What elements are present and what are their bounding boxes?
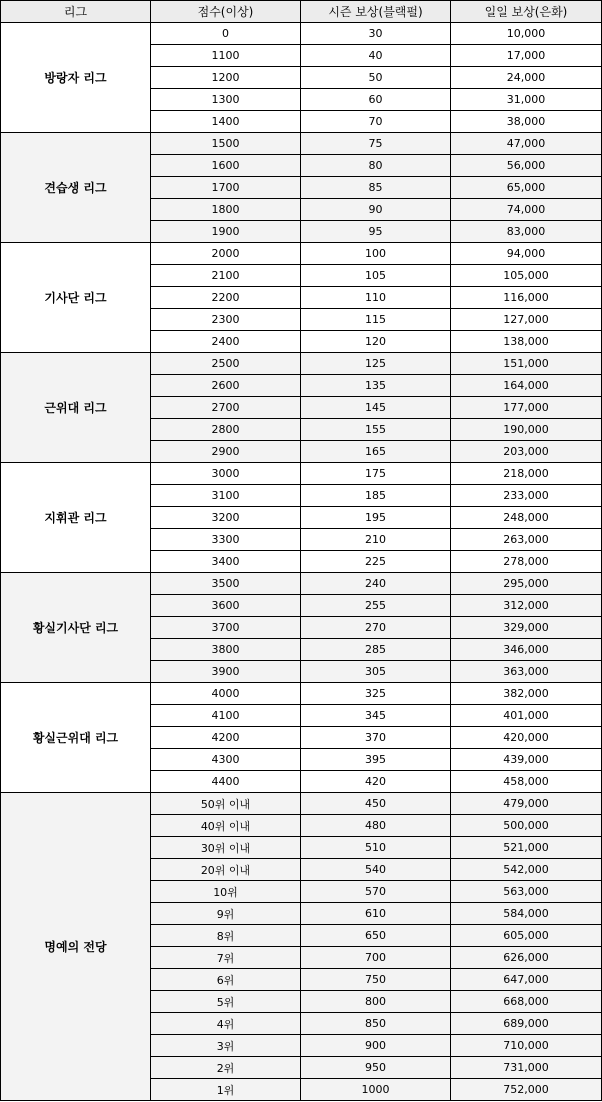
daily-reward-cell: 105,000 bbox=[451, 265, 602, 287]
score-cell: 6위 bbox=[151, 969, 301, 991]
header-league: 리그 bbox=[1, 1, 151, 23]
season-reward-cell: 900 bbox=[301, 1035, 451, 1057]
daily-reward-cell: 626,000 bbox=[451, 947, 602, 969]
score-cell: 2000 bbox=[151, 243, 301, 265]
score-cell: 3200 bbox=[151, 507, 301, 529]
header-daily-reward: 일일 보상(은화) bbox=[451, 1, 602, 23]
daily-reward-cell: 47,000 bbox=[451, 133, 602, 155]
table-row bbox=[1, 793, 602, 815]
season-reward-cell: 305 bbox=[301, 661, 451, 683]
header-row bbox=[1, 1, 602, 23]
season-reward-cell: 155 bbox=[301, 419, 451, 441]
daily-reward-cell: 56,000 bbox=[451, 155, 602, 177]
league-name-cell: 근위대 리그 bbox=[1, 353, 151, 463]
league-name-cell: 견습생 리그 bbox=[1, 133, 151, 243]
score-cell: 30위 이내 bbox=[151, 837, 301, 859]
daily-reward-cell: 439,000 bbox=[451, 749, 602, 771]
season-reward-cell: 30 bbox=[301, 23, 451, 45]
score-cell: 2400 bbox=[151, 331, 301, 353]
season-reward-cell: 210 bbox=[301, 529, 451, 551]
score-cell: 1100 bbox=[151, 45, 301, 67]
score-cell: 1위 bbox=[151, 1079, 301, 1101]
table-row bbox=[1, 243, 602, 265]
season-reward-cell: 750 bbox=[301, 969, 451, 991]
daily-reward-cell: 584,000 bbox=[451, 903, 602, 925]
score-cell: 40위 이내 bbox=[151, 815, 301, 837]
score-cell: 1300 bbox=[151, 89, 301, 111]
score-cell: 4300 bbox=[151, 749, 301, 771]
score-cell: 2위 bbox=[151, 1057, 301, 1079]
daily-reward-cell: 218,000 bbox=[451, 463, 602, 485]
score-cell: 2100 bbox=[151, 265, 301, 287]
table-row bbox=[1, 683, 602, 705]
season-reward-cell: 175 bbox=[301, 463, 451, 485]
season-reward-cell: 60 bbox=[301, 89, 451, 111]
score-cell: 2600 bbox=[151, 375, 301, 397]
score-cell: 2300 bbox=[151, 309, 301, 331]
table-body bbox=[1, 23, 602, 1101]
daily-reward-cell: 94,000 bbox=[451, 243, 602, 265]
daily-reward-cell: 668,000 bbox=[451, 991, 602, 1013]
daily-reward-cell: 420,000 bbox=[451, 727, 602, 749]
table-row bbox=[1, 23, 602, 45]
daily-reward-cell: 10,000 bbox=[451, 23, 602, 45]
score-cell: 4100 bbox=[151, 705, 301, 727]
daily-reward-cell: 24,000 bbox=[451, 67, 602, 89]
daily-reward-cell: 647,000 bbox=[451, 969, 602, 991]
header-season-reward: 시즌 보상(블랙펄) bbox=[301, 1, 451, 23]
score-cell: 3800 bbox=[151, 639, 301, 661]
daily-reward-cell: 31,000 bbox=[451, 89, 602, 111]
daily-reward-cell: 65,000 bbox=[451, 177, 602, 199]
league-name-cell: 명예의 전당 bbox=[1, 793, 151, 1101]
table-row bbox=[1, 353, 602, 375]
season-reward-cell: 285 bbox=[301, 639, 451, 661]
season-reward-cell: 195 bbox=[301, 507, 451, 529]
score-cell: 2800 bbox=[151, 419, 301, 441]
season-reward-cell: 120 bbox=[301, 331, 451, 353]
daily-reward-cell: 17,000 bbox=[451, 45, 602, 67]
daily-reward-cell: 542,000 bbox=[451, 859, 602, 881]
table-row bbox=[1, 573, 602, 595]
league-name-cell: 황실기사단 리그 bbox=[1, 573, 151, 683]
season-reward-cell: 420 bbox=[301, 771, 451, 793]
season-reward-cell: 125 bbox=[301, 353, 451, 375]
daily-reward-cell: 401,000 bbox=[451, 705, 602, 727]
daily-reward-cell: 190,000 bbox=[451, 419, 602, 441]
score-cell: 0 bbox=[151, 23, 301, 45]
league-name-cell: 지휘관 리그 bbox=[1, 463, 151, 573]
league-name-cell: 기사단 리그 bbox=[1, 243, 151, 353]
season-reward-cell: 85 bbox=[301, 177, 451, 199]
table-row bbox=[1, 463, 602, 485]
table-header bbox=[1, 1, 602, 23]
season-reward-cell: 540 bbox=[301, 859, 451, 881]
season-reward-cell: 255 bbox=[301, 595, 451, 617]
score-cell: 50위 이내 bbox=[151, 793, 301, 815]
daily-reward-cell: 38,000 bbox=[451, 111, 602, 133]
season-reward-cell: 345 bbox=[301, 705, 451, 727]
score-cell: 1800 bbox=[151, 199, 301, 221]
score-cell: 3500 bbox=[151, 573, 301, 595]
season-reward-cell: 450 bbox=[301, 793, 451, 815]
season-reward-cell: 370 bbox=[301, 727, 451, 749]
score-cell: 4000 bbox=[151, 683, 301, 705]
score-cell: 3300 bbox=[151, 529, 301, 551]
season-reward-cell: 70 bbox=[301, 111, 451, 133]
daily-reward-cell: 278,000 bbox=[451, 551, 602, 573]
season-reward-cell: 650 bbox=[301, 925, 451, 947]
daily-reward-cell: 116,000 bbox=[451, 287, 602, 309]
score-cell: 3900 bbox=[151, 661, 301, 683]
daily-reward-cell: 164,000 bbox=[451, 375, 602, 397]
season-reward-cell: 480 bbox=[301, 815, 451, 837]
score-cell: 1900 bbox=[151, 221, 301, 243]
score-cell: 3100 bbox=[151, 485, 301, 507]
daily-reward-cell: 710,000 bbox=[451, 1035, 602, 1057]
season-reward-cell: 105 bbox=[301, 265, 451, 287]
season-reward-cell: 50 bbox=[301, 67, 451, 89]
season-reward-cell: 110 bbox=[301, 287, 451, 309]
score-cell: 8위 bbox=[151, 925, 301, 947]
season-reward-cell: 40 bbox=[301, 45, 451, 67]
score-cell: 3400 bbox=[151, 551, 301, 573]
season-reward-cell: 850 bbox=[301, 1013, 451, 1035]
daily-reward-cell: 346,000 bbox=[451, 639, 602, 661]
season-reward-cell: 240 bbox=[301, 573, 451, 595]
daily-reward-cell: 138,000 bbox=[451, 331, 602, 353]
score-cell: 5위 bbox=[151, 991, 301, 1013]
score-cell: 2500 bbox=[151, 353, 301, 375]
daily-reward-cell: 248,000 bbox=[451, 507, 602, 529]
score-cell: 1700 bbox=[151, 177, 301, 199]
daily-reward-cell: 329,000 bbox=[451, 617, 602, 639]
daily-reward-cell: 295,000 bbox=[451, 573, 602, 595]
table-row bbox=[1, 133, 602, 155]
season-reward-cell: 80 bbox=[301, 155, 451, 177]
score-cell: 3000 bbox=[151, 463, 301, 485]
season-reward-cell: 95 bbox=[301, 221, 451, 243]
season-reward-cell: 75 bbox=[301, 133, 451, 155]
daily-reward-cell: 731,000 bbox=[451, 1057, 602, 1079]
score-cell: 1400 bbox=[151, 111, 301, 133]
header-score: 점수(이상) bbox=[151, 1, 301, 23]
daily-reward-cell: 752,000 bbox=[451, 1079, 602, 1101]
season-reward-cell: 90 bbox=[301, 199, 451, 221]
season-reward-cell: 100 bbox=[301, 243, 451, 265]
score-cell: 4위 bbox=[151, 1013, 301, 1035]
season-reward-cell: 570 bbox=[301, 881, 451, 903]
score-cell: 3위 bbox=[151, 1035, 301, 1057]
daily-reward-cell: 458,000 bbox=[451, 771, 602, 793]
season-reward-cell: 270 bbox=[301, 617, 451, 639]
daily-reward-cell: 563,000 bbox=[451, 881, 602, 903]
score-cell: 20위 이내 bbox=[151, 859, 301, 881]
daily-reward-cell: 151,000 bbox=[451, 353, 602, 375]
season-reward-cell: 1000 bbox=[301, 1079, 451, 1101]
score-cell: 3700 bbox=[151, 617, 301, 639]
daily-reward-cell: 74,000 bbox=[451, 199, 602, 221]
daily-reward-cell: 605,000 bbox=[451, 925, 602, 947]
score-cell: 2900 bbox=[151, 441, 301, 463]
season-reward-cell: 145 bbox=[301, 397, 451, 419]
score-cell: 9위 bbox=[151, 903, 301, 925]
daily-reward-cell: 203,000 bbox=[451, 441, 602, 463]
daily-reward-cell: 382,000 bbox=[451, 683, 602, 705]
score-cell: 3600 bbox=[151, 595, 301, 617]
daily-reward-cell: 83,000 bbox=[451, 221, 602, 243]
daily-reward-cell: 312,000 bbox=[451, 595, 602, 617]
league-name-cell: 황실근위대 리그 bbox=[1, 683, 151, 793]
season-reward-cell: 115 bbox=[301, 309, 451, 331]
daily-reward-cell: 500,000 bbox=[451, 815, 602, 837]
daily-reward-cell: 689,000 bbox=[451, 1013, 602, 1035]
season-reward-cell: 800 bbox=[301, 991, 451, 1013]
season-reward-cell: 225 bbox=[301, 551, 451, 573]
score-cell: 7위 bbox=[151, 947, 301, 969]
daily-reward-cell: 263,000 bbox=[451, 529, 602, 551]
score-cell: 1200 bbox=[151, 67, 301, 89]
score-cell: 4400 bbox=[151, 771, 301, 793]
season-reward-cell: 165 bbox=[301, 441, 451, 463]
season-reward-cell: 185 bbox=[301, 485, 451, 507]
league-name-cell: 방랑자 리그 bbox=[1, 23, 151, 133]
season-reward-cell: 510 bbox=[301, 837, 451, 859]
daily-reward-cell: 521,000 bbox=[451, 837, 602, 859]
score-cell: 1600 bbox=[151, 155, 301, 177]
season-reward-cell: 700 bbox=[301, 947, 451, 969]
score-cell: 2700 bbox=[151, 397, 301, 419]
daily-reward-cell: 233,000 bbox=[451, 485, 602, 507]
season-reward-cell: 395 bbox=[301, 749, 451, 771]
score-cell: 2200 bbox=[151, 287, 301, 309]
score-cell: 4200 bbox=[151, 727, 301, 749]
score-cell: 10위 bbox=[151, 881, 301, 903]
daily-reward-cell: 127,000 bbox=[451, 309, 602, 331]
daily-reward-cell: 479,000 bbox=[451, 793, 602, 815]
score-cell: 1500 bbox=[151, 133, 301, 155]
season-reward-cell: 610 bbox=[301, 903, 451, 925]
season-reward-cell: 950 bbox=[301, 1057, 451, 1079]
daily-reward-cell: 177,000 bbox=[451, 397, 602, 419]
season-reward-cell: 325 bbox=[301, 683, 451, 705]
season-reward-cell: 135 bbox=[301, 375, 451, 397]
daily-reward-cell: 363,000 bbox=[451, 661, 602, 683]
